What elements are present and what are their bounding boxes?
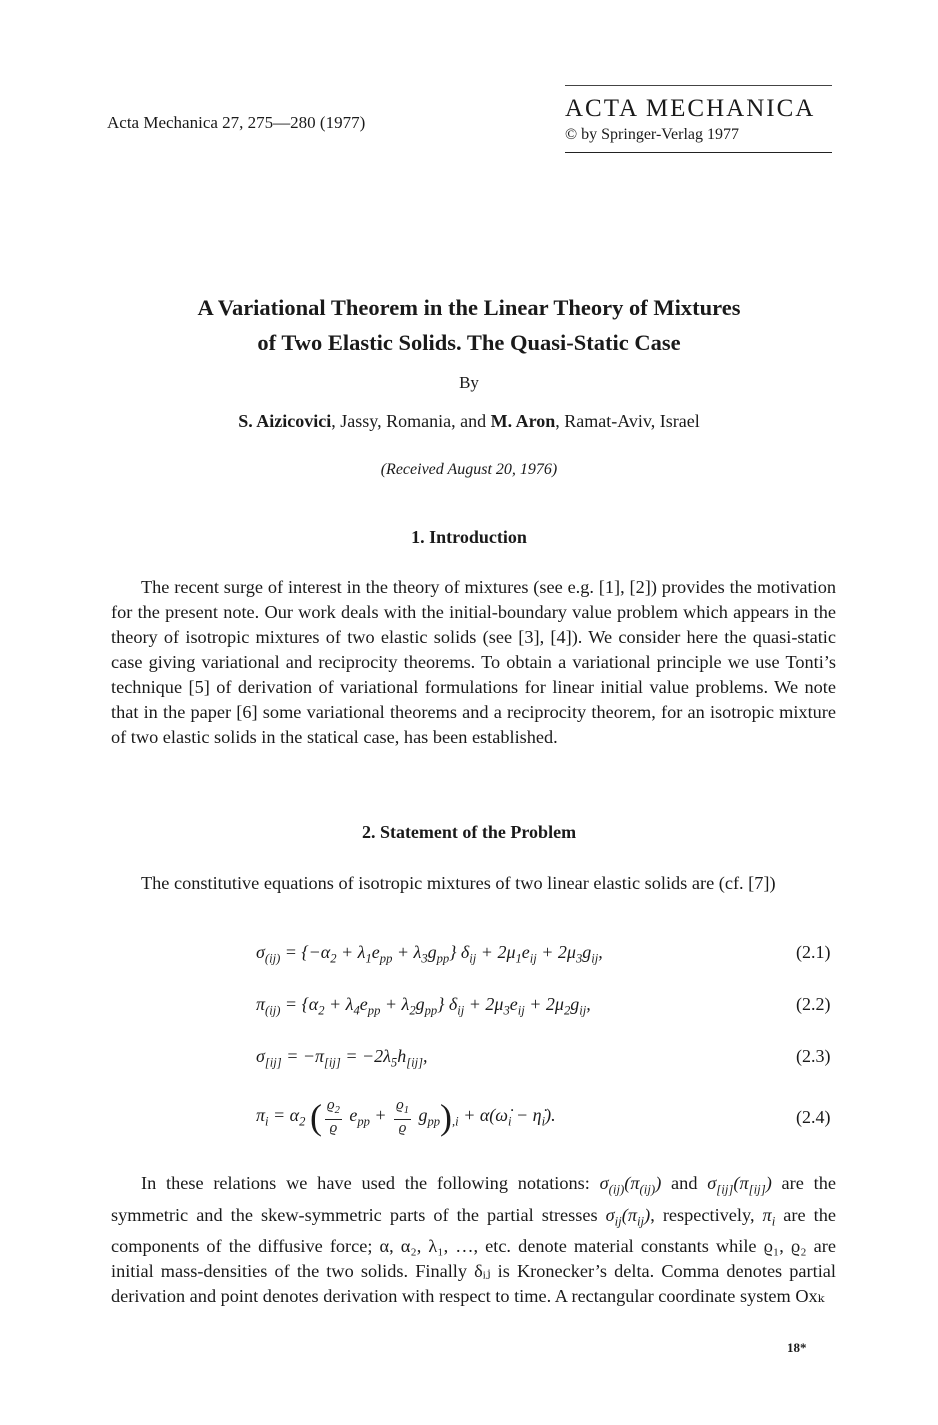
notation-paragraph [111, 1171, 836, 1309]
received-date: (Received August 20, 1976) [380, 461, 558, 478]
equation-2-1: $\sigma_{(ij)} = \{-\alpha_2 + \lambda_1e_{pp} + \lambda_3g_{pp}\} \delta_{ij} + 2\mu_1e_{ij} + 2\mu_3g_{ij}$, [256, 942, 603, 966]
author-1-place: , Jassy, Romania, and [331, 411, 491, 431]
journal-masthead [565, 85, 832, 153]
equation-number-2-4: (2.4) [796, 1107, 831, 1127]
title-line-2: of Two Elastic Solids. The Quasi-Static Case [257, 330, 681, 355]
author-2: M. Aron [490, 411, 556, 431]
author-2-place: , Ramat-Aviv, Israel [555, 411, 700, 431]
by-line: By [459, 373, 479, 392]
authors [0, 411, 938, 432]
author-1: S. Aizicovici [238, 411, 332, 431]
article-title [0, 290, 938, 360]
equation-number-2-3: (2.3) [796, 1046, 831, 1066]
equation-2-3: $\sigma_{[ij]} = -\pi_{[ij]} = -2\lambda_5h_{[ij]}$, [256, 1046, 428, 1070]
equation-2-2: $\pi_{(ij)} = \{\alpha_2 + \lambda_4e_{pp} + \lambda_2g_{pp}\} \delta_{ij} + 2\mu_3e_{ij} + 2\mu_2g_{ij}$, [256, 994, 591, 1018]
page-mark: 18* [787, 1340, 807, 1355]
equation-number-2-2: (2.2) [796, 994, 831, 1014]
equation-2-4: $\pi_i = \alpha_2$ ( $\frac{ϱ_2}{ϱ}$ $e_{pp}$ + $\frac{ϱ_1}{ϱ}$ $g_{pp})_{,i}$ + $\alpha(\omegȧ_i$ − $\etȧ_i$). [256, 1097, 556, 1137]
problem-text: The constitutive equations of isotropic mixtures of two linear elastic solids are (cf. [7]) [141, 873, 776, 893]
intro-heading: 1. Introduction [411, 527, 527, 547]
equation-number-2-1: (2.1) [796, 942, 831, 962]
notation-text: In these relations we have used the following notations: $\sigma_{(ij)}(\pi_{(ij)})$ and $\sigma_{[ij]}(\pi_{[ij]})$ are the symmetric and the skew-symmetric parts of the partial stresses $\sigma_{ij}(\pi_{ij})$, respectively, $\pi_i$ are the components of the diffusive force; α, α₂, λ₁, …, etc. denote material constants while ϱ₁, ϱ₂ are initial mass-densities of the two solids. Finally δᵢⱼ is Kronecker’s delta. Comma denotes partial derivation and point denotes derivation with respect to time. A rectangular coordinate system Oxₖ [111, 1173, 836, 1307]
intro-paragraph [111, 575, 836, 750]
problem-heading: 2. Statement of the Problem [361, 822, 577, 842]
title-line-1: A Variational Theorem in the Linear Theory of Mixtures [197, 295, 741, 320]
journal-citation: Acta Mechanica 27, 275—280 (1977) [107, 113, 366, 132]
problem-paragraph [111, 871, 836, 896]
intro-text: The recent surge of interest in the theory of mixtures (see e.g. [1], [2]) provides the motivation for the present note. Our work deals with the initial-boundary value problem which appears in the theory of isotropic mixtures of two elastic solids (see [3], [4]). We consider here the quasi-static case giving variational and reciprocity theorems. To obtain a variational principle we use Tonti’s technique [5] of derivation of variational formulations for linear initial value problems. We note that in the paper [6] some variational theorems and a reciprocity theorem, for an isotropic mixture of two elastic solids in the statical case, has been established. [111, 577, 836, 747]
journal-copyright: © by Springer-Verlag 1977 [565, 126, 740, 143]
journal-name: ACTA MECHANICA [565, 95, 816, 122]
